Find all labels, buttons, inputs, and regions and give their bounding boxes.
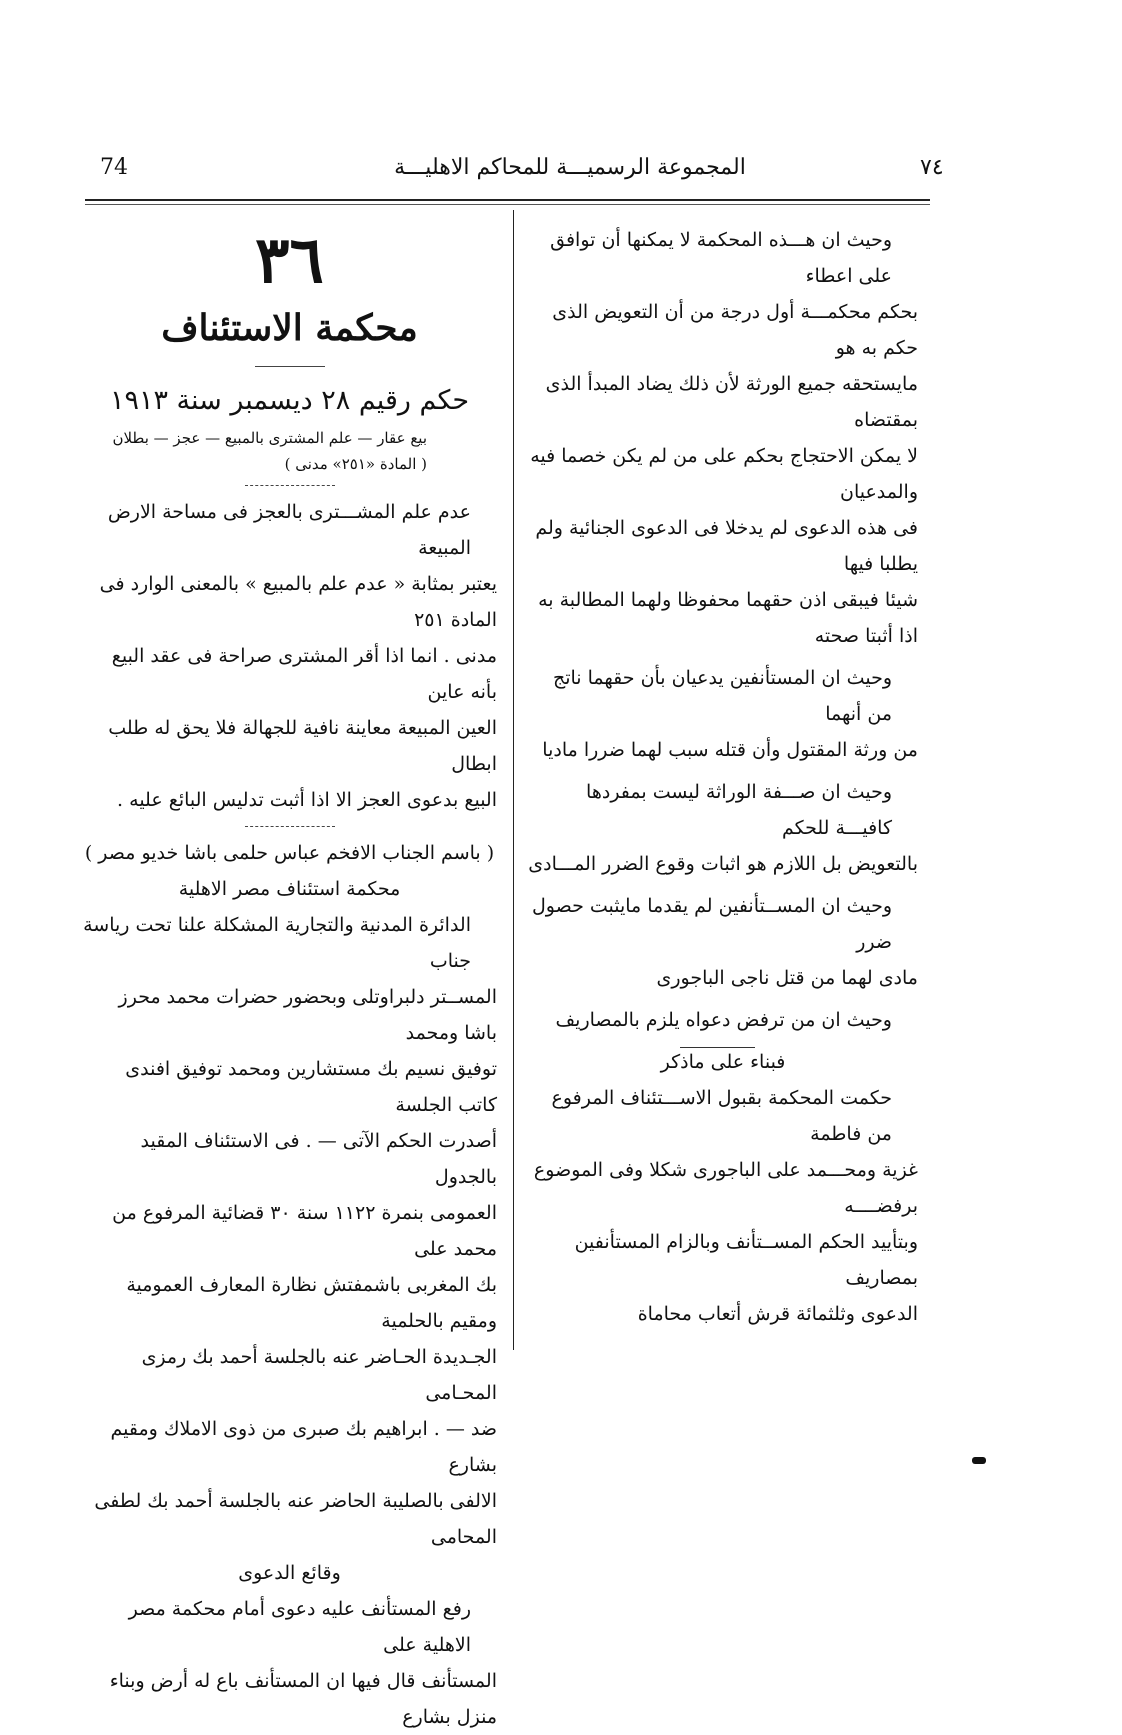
body-line: الجـديدة الحـاضر عنه بالجلسة أحمد بك رمزى المحـامى — [141, 1346, 497, 1404]
header-rule — [85, 199, 930, 201]
paragraph-line: وحيث ان من ترفض دعواه يلزم بالمصاريف — [555, 1009, 892, 1031]
paragraph-line: غزية ومحـــمد على الباجورى شكلا وفى الموضوع برفضــــه — [533, 1159, 918, 1217]
paragraph-line: لا يمكن الاحتجاج بحكم على من لم يكن خصما فيه والمدعيان — [530, 445, 918, 503]
divider — [245, 485, 335, 486]
paragraph-line: بالتعويض بل اللازم هو اثبات وقوع الضرر المـــادى — [528, 853, 918, 875]
paragraph-line: مايستحقه جميع الورثة لأن ذلك يضاد المبدأ الذى بمقتضاه — [545, 373, 918, 431]
running-title: المجموعة الرسميـــة للمحاكم الاهليـــة — [394, 155, 746, 180]
paragraph-line: وحيث ان المستأنفين يدعيان بأن حقهما ناتج من أنهما — [552, 667, 892, 725]
article-reference: ( المادة «٢٥١» مدنى ) — [284, 455, 427, 473]
paragraph-line: فبناء على ماذكر — [660, 1051, 786, 1073]
divider — [255, 366, 325, 367]
summary-line: يعتبر بمثابة « عدم علم بالمبيع » بالمعنى الوارد فى المادة ٢٥١ — [99, 573, 497, 631]
body-line: بك المغربى باشمفتش نظارة المعارف العمومية ومقيم بالحلمية — [126, 1274, 497, 1332]
keywords: بيع عقار — علم المشترى بالمبيع — عجز — بطلان — [112, 429, 427, 447]
paragraph-line: وبتأييد الحكم المســتأنف وبالزام المستأنفين بمصاريف — [574, 1231, 918, 1289]
paragraph-line: فى هذه الدعوى لم يدخلا فى الدعوى الجنائية ولم يطلبا فيها — [535, 517, 918, 575]
facts-heading: وقائع الدعوى — [238, 1562, 341, 1584]
summary-line: عدم علم المشـــترى بالعجز فى مساحة الارض المبيعة — [107, 501, 471, 559]
paragraph-line: مادى لهما من قتل ناجى الباجورى — [656, 967, 918, 989]
end-rule — [680, 1047, 755, 1048]
paragraph-line: شيئا فيبقى اذن حقهما محفوظا ولهما المطالبة به اذا أثبتا صحته — [538, 589, 918, 647]
body-line: أصدرت الحكم الآتى — . فى الاستئناف المقيد بالجدول — [140, 1130, 497, 1188]
right-column — [528, 222, 918, 1332]
facts-line: المستأنف قال فيها ان المستأنف باع له أرض وبناء منزل بشارع — [109, 1670, 497, 1728]
paragraph-line: من ورثة المقتول وأن قتله سبب لهما ضررا ماديا — [542, 739, 918, 761]
header-rule-thin — [85, 204, 930, 205]
paragraph-line: وحيث ان هـــذه المحكمة لا يمكنها أن توافق على اعطاء — [550, 229, 892, 287]
body-line: الالفى بالصليبة الحاضر عنه بالجلسة أحمد بك لطفى المحامى — [94, 1490, 497, 1548]
facts-line: رفع المستأنف عليه دعوى أمام محكمة مصر الاهلية على — [128, 1598, 471, 1656]
body-line: ضد — . ابراهيم بك صبرى من ذوى الاملاك ومقيم بشارع — [110, 1418, 497, 1476]
summary-line: مدنى . انما اذا أقر المشترى صراحة فى عقد البيع بأنه عاين — [111, 645, 497, 703]
court-name: محكمة الاستئناف — [161, 307, 418, 349]
judgment-title: حكم رقيم ٢٨ ديسمبر سنة ١٩١٣ — [109, 385, 470, 416]
body-line: توفيق نسيم بك مستشارين ومحمد توفيق افندى كاتب الجلسة — [125, 1058, 497, 1116]
paragraph-line: الدعوى وثلثمائة قرش أتعاب محاماة — [637, 1303, 918, 1325]
body-line: العمومى بنمرة ١١٢٢ سنة ٣٠ قضائية المرفوع من محمد على — [112, 1202, 497, 1260]
court-heading: محكمة استئناف مصر الاهلية — [178, 878, 401, 900]
left-column — [82, 222, 497, 1735]
royal-heading: ( باسم الجناب الافخم عباس حلمى باشا خديو مصر ) — [84, 842, 495, 864]
paragraph-line: حكمت المحكمة بقبول الاســـتئناف المرفوع من فاطمة — [551, 1087, 892, 1145]
ink-mark — [972, 1457, 986, 1464]
page-number-latin: 74 — [100, 155, 128, 180]
page-number-arabic: ٧٤ — [920, 155, 944, 180]
paragraph-line: وحيث ان المســتأنفين لم يقدما مايثبت حصول ضرر — [531, 895, 892, 953]
body-line: المســتر دلبراوتلى وبحضور حضرات محمد محرز باشا ومحمد — [118, 986, 497, 1044]
body-line: الدائرة المدنية والتجارية المشكلة علنا تحت رياسة جناب — [83, 914, 471, 972]
paragraph-line: بحكم محكمـــة أول درجة من أن التعويض الذى حكم به هو — [552, 301, 918, 359]
summary-line: العين المبيعة معاينة نافية للجهالة فلا يحق له طلب ابطال — [108, 717, 497, 775]
divider — [245, 826, 335, 827]
case-number: ٣٦ — [255, 223, 324, 298]
summary-line: البيع بدعوى العجز الا اذا أثبت تدليس البائع عليه . — [117, 789, 497, 811]
column-divider — [513, 210, 514, 1350]
paragraph-line: وحيث ان صـــفة الوراثة ليست بمفردها كافيـــة للحكم — [586, 781, 892, 839]
